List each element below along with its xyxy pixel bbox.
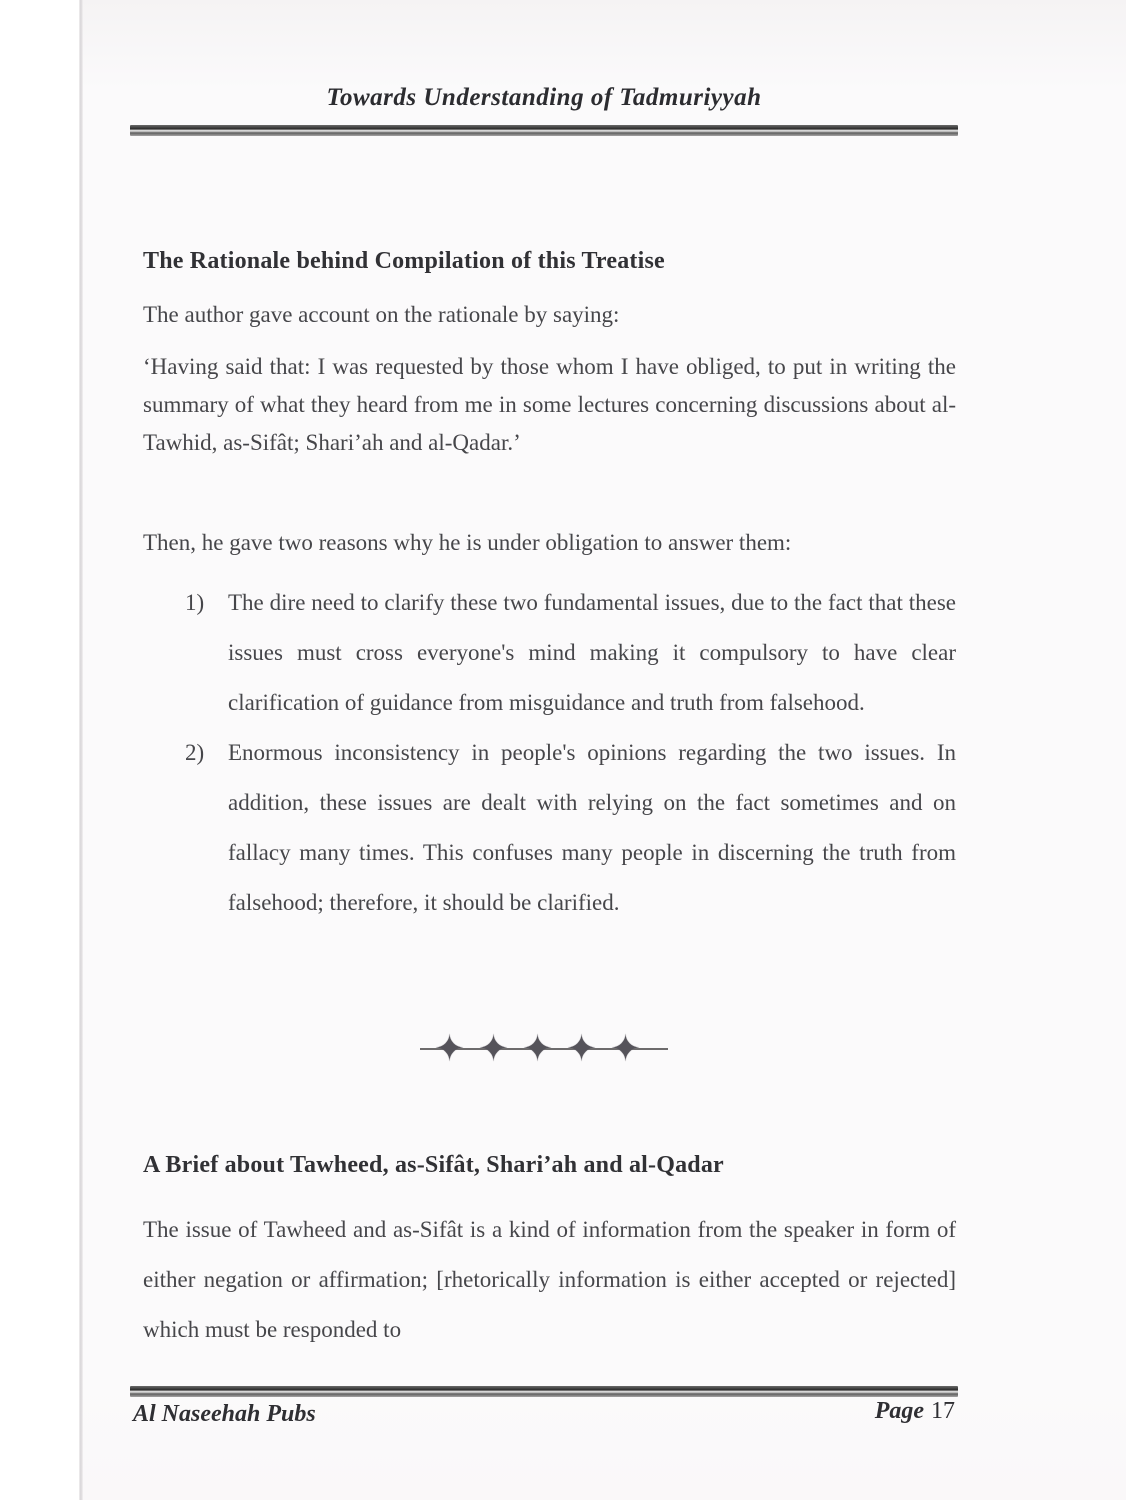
rationale-intro-text: The author gave account on the rationale by saying: [143,302,620,327]
diamond-icon: ✦ [566,1027,611,1070]
diamond-icon: ✦ [433,1027,478,1070]
list-item-number: 1) [185,590,205,615]
footer-page-label: Page [874,1398,924,1424]
section-heading-brief: A Brief about Tawheed, as-Sifât, Shari’ah and al-Qadar [143,1152,724,1178]
footer-page-indicator [875,1398,955,1425]
running-header-title: Towards Understanding of Tadmuriyyah [326,84,762,111]
list-item-text: Enormous inconsistency in people's opinions regarding the two issues. In addition, these issues are dealt with relying on the fact sometimes and on fallacy many times. This confuses many people in discerning the truth from falsehood; therefore, it should be clarified. [228,740,956,915]
section-heading-rationale: The Rationale behind Compilation of this Treatise [143,248,665,274]
list-item-number: 2) [185,740,205,765]
footer-page-number: 17 [931,1398,955,1424]
list-item-text: The dire need to clarify these two fundamental issues, due to the fact that these issues must cross everyone's mind making it compulsory to have clear clarification of guidance from misguidance and truth from falsehood. [228,590,956,715]
reasons-list [185,578,956,928]
list-item [185,578,956,728]
footer-rule [130,1386,958,1397]
brief-section-paragraph: The issue of Tawheed and as-Sifât is a kind of information from the speaker in form of either negation or affirmation; [rhetorically information is either accepted or rejected] which must be responded to [143,1217,956,1342]
diamond-icon: ✦ [521,1027,566,1070]
diamond-icon: ✦ [477,1027,522,1070]
footer-publisher: Al Naseehah Pubs [133,1401,316,1427]
reasons-intro-text: Then, he gave two reasons why he is under obligation to answer them: [143,530,792,555]
list-item [185,728,956,928]
diamond-finial-icons [132,1024,956,1074]
author-quote-paragraph: ‘Having said that: I was requested by those whom I have obliged, to put in writing the summary of what they heard from me in some lectures concerning discussions about al-Tawhid, as-Sifât; Shari’ah and al-Qadar.’ [143,354,956,455]
section-divider-ornament [132,1024,956,1074]
page-edge-seam [79,0,83,1500]
header-rule [130,125,958,136]
diamond-icon: ✦ [610,1027,655,1070]
